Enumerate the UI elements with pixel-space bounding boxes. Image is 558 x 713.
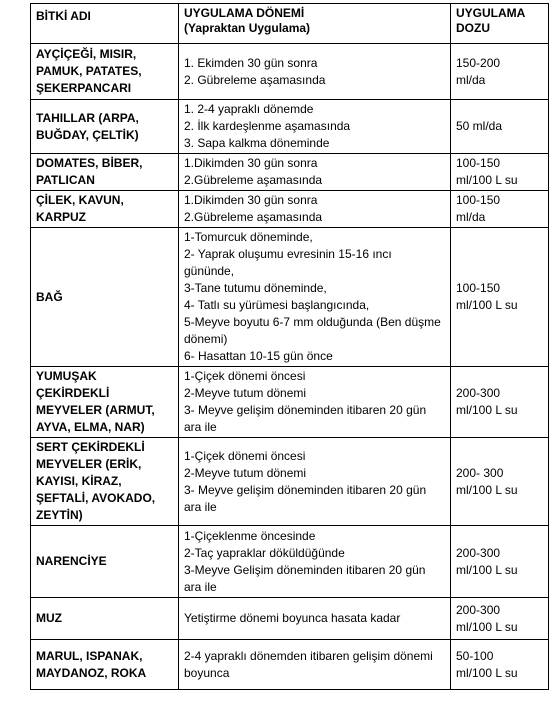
plant-name-cell: TAHILLAR (ARPA, BUĞDAY, ÇELTİK) [31, 100, 179, 154]
dose-line: 50-100 [456, 648, 494, 663]
dose-line: 200-300 [456, 545, 501, 560]
plant-name-cell: NARENCİYE [31, 526, 179, 598]
period-step: 3- Meyve gelişim döneminden itibaren 20 gün ara ile [184, 403, 427, 434]
table-row [31, 367, 549, 438]
period-step: 6- Hasattan 10-15 gün önce [184, 349, 333, 363]
application-period-cell [179, 438, 451, 526]
dose-line: 200-300 [456, 386, 501, 400]
period-step: 1-Çiçek dönemi öncesi [184, 369, 306, 383]
period-step: 1. 2-4 yapraklı dönemde [184, 102, 314, 116]
period-step: 1-Çiçek dönemi öncesi [184, 448, 306, 463]
period-step: 2. İlk kardeşlenme aşamasında [184, 119, 351, 133]
application-table [30, 3, 549, 690]
dose-line: ml/100 L su [456, 298, 518, 312]
header-dose-title: UYGULAMA [456, 6, 526, 20]
application-period-cell [179, 228, 451, 367]
plant-name-cell: YUMUŞAK ÇEKİRDEKLİ MEYVELER (ARMUT, AYVA, ELMA, NAR) [31, 367, 179, 438]
dose-line: 200- 300 [456, 465, 504, 480]
application-period-cell [179, 367, 451, 438]
application-dose-cell [451, 228, 549, 367]
period-step: 3-Tane tutumu döneminde, [184, 281, 327, 295]
application-period-cell [179, 526, 451, 598]
plant-name-cell: SERT ÇEKİRDEKLİ MEYVELER (ERİK, KAYISI, KİRAZ, ŞEFTALİ, AVOKADO, ZEYTİN) [31, 438, 179, 526]
period-step: 3-Meyve Gelişim döneminden itibaren 20 gün ara ile [184, 562, 426, 594]
dose-line: 100-150 [456, 193, 501, 207]
dose-line: 150-200 [456, 55, 501, 70]
table-row [31, 191, 549, 228]
table-row [31, 526, 549, 598]
table-row [31, 598, 549, 640]
application-dose-cell [451, 640, 549, 690]
dose-line: 100-150 [456, 281, 501, 295]
header-row [31, 4, 549, 44]
period-step: 1.Dikimden 30 gün sonra [184, 156, 318, 170]
header-plant-name-label: BİTKİ ADI [36, 9, 91, 23]
header-plant-name [31, 4, 179, 44]
period-step: 2-Meyve tutum dönemi [184, 386, 307, 400]
table-row [31, 44, 549, 100]
application-dose-cell [451, 191, 549, 228]
application-dose-cell [451, 526, 549, 598]
application-period-cell [179, 44, 451, 100]
application-period-cell [179, 100, 451, 154]
application-period-cell [179, 191, 451, 228]
dose-line: ml/100 L su [456, 173, 518, 187]
table-row [31, 100, 549, 154]
table-row [31, 228, 549, 367]
period-step: 5-Meyve boyutu 6-7 mm olduğunda (Ben düşme dönemi) [184, 315, 441, 346]
header-application-dose [451, 4, 549, 44]
plant-name-cell: MUZ [31, 598, 179, 640]
period-step: 2-Taç yapraklar döküldüğünde [184, 545, 345, 560]
dose-line: ml/100 L su [456, 482, 518, 497]
application-period-cell [179, 598, 451, 640]
plant-name-cell: MARUL, ISPANAK, MAYDANOZ, ROKA [31, 640, 179, 690]
plant-name-cell: ÇİLEK, KAVUN, KARPUZ [31, 191, 179, 228]
plant-name-cell: AYÇİÇEĞİ, MISIR, PAMUK, PATATES, ŞEKERPANCARI [31, 44, 179, 100]
dose-line: ml/100 L su [456, 562, 518, 577]
table-body [31, 44, 549, 690]
period-step: 2-4 yapraklı dönemden itibaren gelişim dönemi boyunca [184, 648, 433, 680]
period-step: 1.Dikimden 30 gün sonra [184, 193, 318, 207]
dose-line: ml/100 L su [456, 403, 518, 417]
header-period-title: UYGULAMA DÖNEMİ [184, 6, 305, 20]
application-dose-cell [451, 598, 549, 640]
application-dose-cell [451, 367, 549, 438]
application-period-cell [179, 640, 451, 690]
table-row [31, 154, 549, 191]
period-step: 1-Tomurcuk döneminde, [184, 230, 313, 244]
dose-line: ml/100 L su [456, 665, 518, 680]
period-step: 1-Çiçeklenme öncesinde [184, 528, 316, 543]
period-step: 2-Meyve tutum dönemi [184, 465, 307, 480]
dose-line: 100-150 [456, 156, 501, 170]
application-period-cell [179, 154, 451, 191]
header-period-subtitle: (Yapraktan Uygulama) [184, 21, 311, 35]
application-dose-cell [451, 44, 549, 100]
plant-name-cell: DOMATES, BİBER, PATLICAN [31, 154, 179, 191]
period-step: 4- Tatlı su yürümesi başlangıcında, [184, 298, 370, 312]
dose-line: 50 ml/da [456, 119, 503, 133]
dose-line: ml/da [456, 210, 486, 224]
application-dose-cell [451, 438, 549, 526]
plant-name-cell: BAĞ [31, 228, 179, 367]
dose-line: ml/100 L su [456, 619, 518, 634]
period-step: 1. Ekimden 30 gün sonra [184, 55, 318, 70]
table-row [31, 640, 549, 690]
period-step: 3. Sapa kalkma döneminde [184, 136, 330, 150]
period-step: 2.Gübreleme aşamasında [184, 210, 323, 224]
header-application-period [179, 4, 451, 44]
application-dose-cell [451, 100, 549, 154]
period-step: 2. Gübreleme aşamasında [184, 72, 326, 87]
header-dose-subtitle: DOZU [456, 21, 490, 35]
period-step: 2.Gübreleme aşamasında [184, 173, 323, 187]
period-step: 2- Yaprak oluşumu evresinin 15-16 ıncı gününde, [184, 247, 392, 278]
dose-line: 200-300 [456, 602, 501, 617]
period-step: Yetiştirme dönemi boyunca hasata kadar [184, 611, 401, 625]
table-row [31, 438, 549, 526]
dose-line: ml/da [456, 72, 486, 87]
application-dose-cell [451, 154, 549, 191]
period-step: 3- Meyve gelişim döneminden itibaren 20 gün ara ile [184, 482, 427, 514]
